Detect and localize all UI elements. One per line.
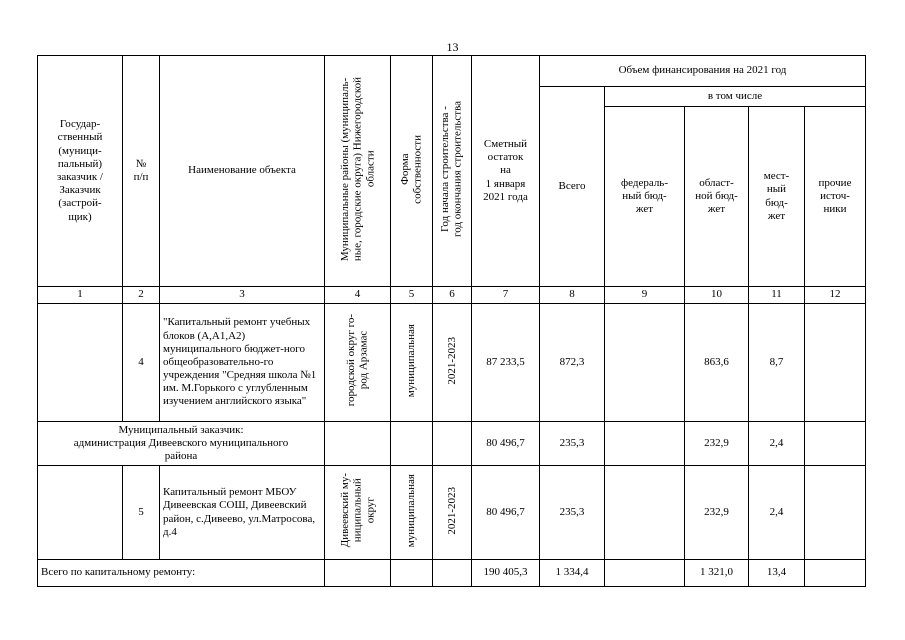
estimate-cell: 80 496,7 bbox=[472, 422, 540, 466]
column-number: 2 bbox=[123, 287, 160, 304]
header-no: № п/п bbox=[123, 56, 160, 287]
customer-cell bbox=[38, 304, 123, 422]
regional-cell: 863,6 bbox=[685, 304, 749, 422]
years-cell: 2021-2023 bbox=[433, 304, 472, 422]
header-funding: Объем финансирования на 2021 год bbox=[540, 56, 866, 87]
total-label: Всего по капитальному ремонту: bbox=[38, 560, 325, 587]
header-local: мест- ный бюд- жет bbox=[749, 107, 805, 287]
total-cell: 235,3 bbox=[540, 466, 605, 560]
total-cell: 1 334,4 bbox=[540, 560, 605, 587]
total-cell: 872,3 bbox=[540, 304, 605, 422]
header-federal: федераль- ный бюд- жет bbox=[605, 107, 685, 287]
row-no: 4 bbox=[123, 304, 160, 422]
estimate-cell: 80 496,7 bbox=[472, 466, 540, 560]
column-number: 4 bbox=[325, 287, 391, 304]
customer-cell bbox=[38, 466, 123, 560]
years-cell: 2021-2023 bbox=[433, 466, 472, 560]
ownership-cell: муниципальная bbox=[391, 466, 433, 560]
financing-table bbox=[37, 55, 866, 587]
column-number: 9 bbox=[605, 287, 685, 304]
local-cell: 2,4 bbox=[749, 422, 805, 466]
column-number: 8 bbox=[540, 287, 605, 304]
column-number: 6 bbox=[433, 287, 472, 304]
customer-row bbox=[38, 422, 866, 466]
column-number: 10 bbox=[685, 287, 749, 304]
header-object-name: Наименование объекта bbox=[160, 56, 325, 287]
total-row bbox=[38, 560, 866, 587]
header-district: Муниципальные районы (муниципаль- ные, городские округа) Нижегородской области bbox=[325, 56, 391, 287]
header-years: Год начала строительства - год окончания строительства bbox=[433, 56, 472, 287]
local-cell: 13,4 bbox=[749, 560, 805, 587]
estimate-cell: 87 233,5 bbox=[472, 304, 540, 422]
header-estimate: Сметный остаток на 1 января 2021 года bbox=[472, 56, 540, 287]
column-number: 3 bbox=[160, 287, 325, 304]
column-numbers-row bbox=[38, 287, 866, 304]
object-name: "Капитальный ремонт учебных блоков (А,А1,А2) муниципального бюджет-ного общеобразовательно-го учреждения "Средняя школа №1 им. М.Горького с углубленным изучением английского языка" bbox=[160, 304, 325, 422]
table-row bbox=[38, 304, 866, 422]
district-cell: Дивеевский му- ниципальный округ bbox=[325, 466, 391, 560]
column-number: 1 bbox=[38, 287, 123, 304]
regional-cell: 1 321,0 bbox=[685, 560, 749, 587]
header-total: Всего bbox=[540, 87, 605, 287]
object-name: Капитальный ремонт МБОУ Дивеевская СОШ, Дивеевский район, с.Дивеево, ул.Матросова, д.4 bbox=[160, 466, 325, 560]
estimate-cell: 190 405,3 bbox=[472, 560, 540, 587]
column-number: 11 bbox=[749, 287, 805, 304]
federal-cell bbox=[605, 304, 685, 422]
regional-cell: 232,9 bbox=[685, 422, 749, 466]
header-ownership: Форма собственности bbox=[391, 56, 433, 287]
header-other: прочие источ- ники bbox=[805, 107, 866, 287]
total-cell: 235,3 bbox=[540, 422, 605, 466]
header-including: в том числе bbox=[605, 87, 866, 107]
column-number: 12 bbox=[805, 287, 866, 304]
local-cell: 2,4 bbox=[749, 466, 805, 560]
column-number: 7 bbox=[472, 287, 540, 304]
local-cell: 8,7 bbox=[749, 304, 805, 422]
customer-label: Муниципальный заказчик: администрация Дивеевского муниципального района bbox=[38, 422, 325, 466]
header-regional: област- ной бюд- жет bbox=[685, 107, 749, 287]
ownership-cell: муниципальная bbox=[391, 304, 433, 422]
column-number: 5 bbox=[391, 287, 433, 304]
page-number: 13 bbox=[446, 40, 459, 54]
row-no: 5 bbox=[123, 466, 160, 560]
header-customer: Государ- ственный (муници- пальный) заказчик / Заказчик (застрой- щик) bbox=[38, 56, 123, 287]
district-cell: городской округ го- род Арзамас bbox=[325, 304, 391, 422]
other-cell bbox=[805, 304, 866, 422]
table-row bbox=[38, 466, 866, 560]
regional-cell: 232,9 bbox=[685, 466, 749, 560]
